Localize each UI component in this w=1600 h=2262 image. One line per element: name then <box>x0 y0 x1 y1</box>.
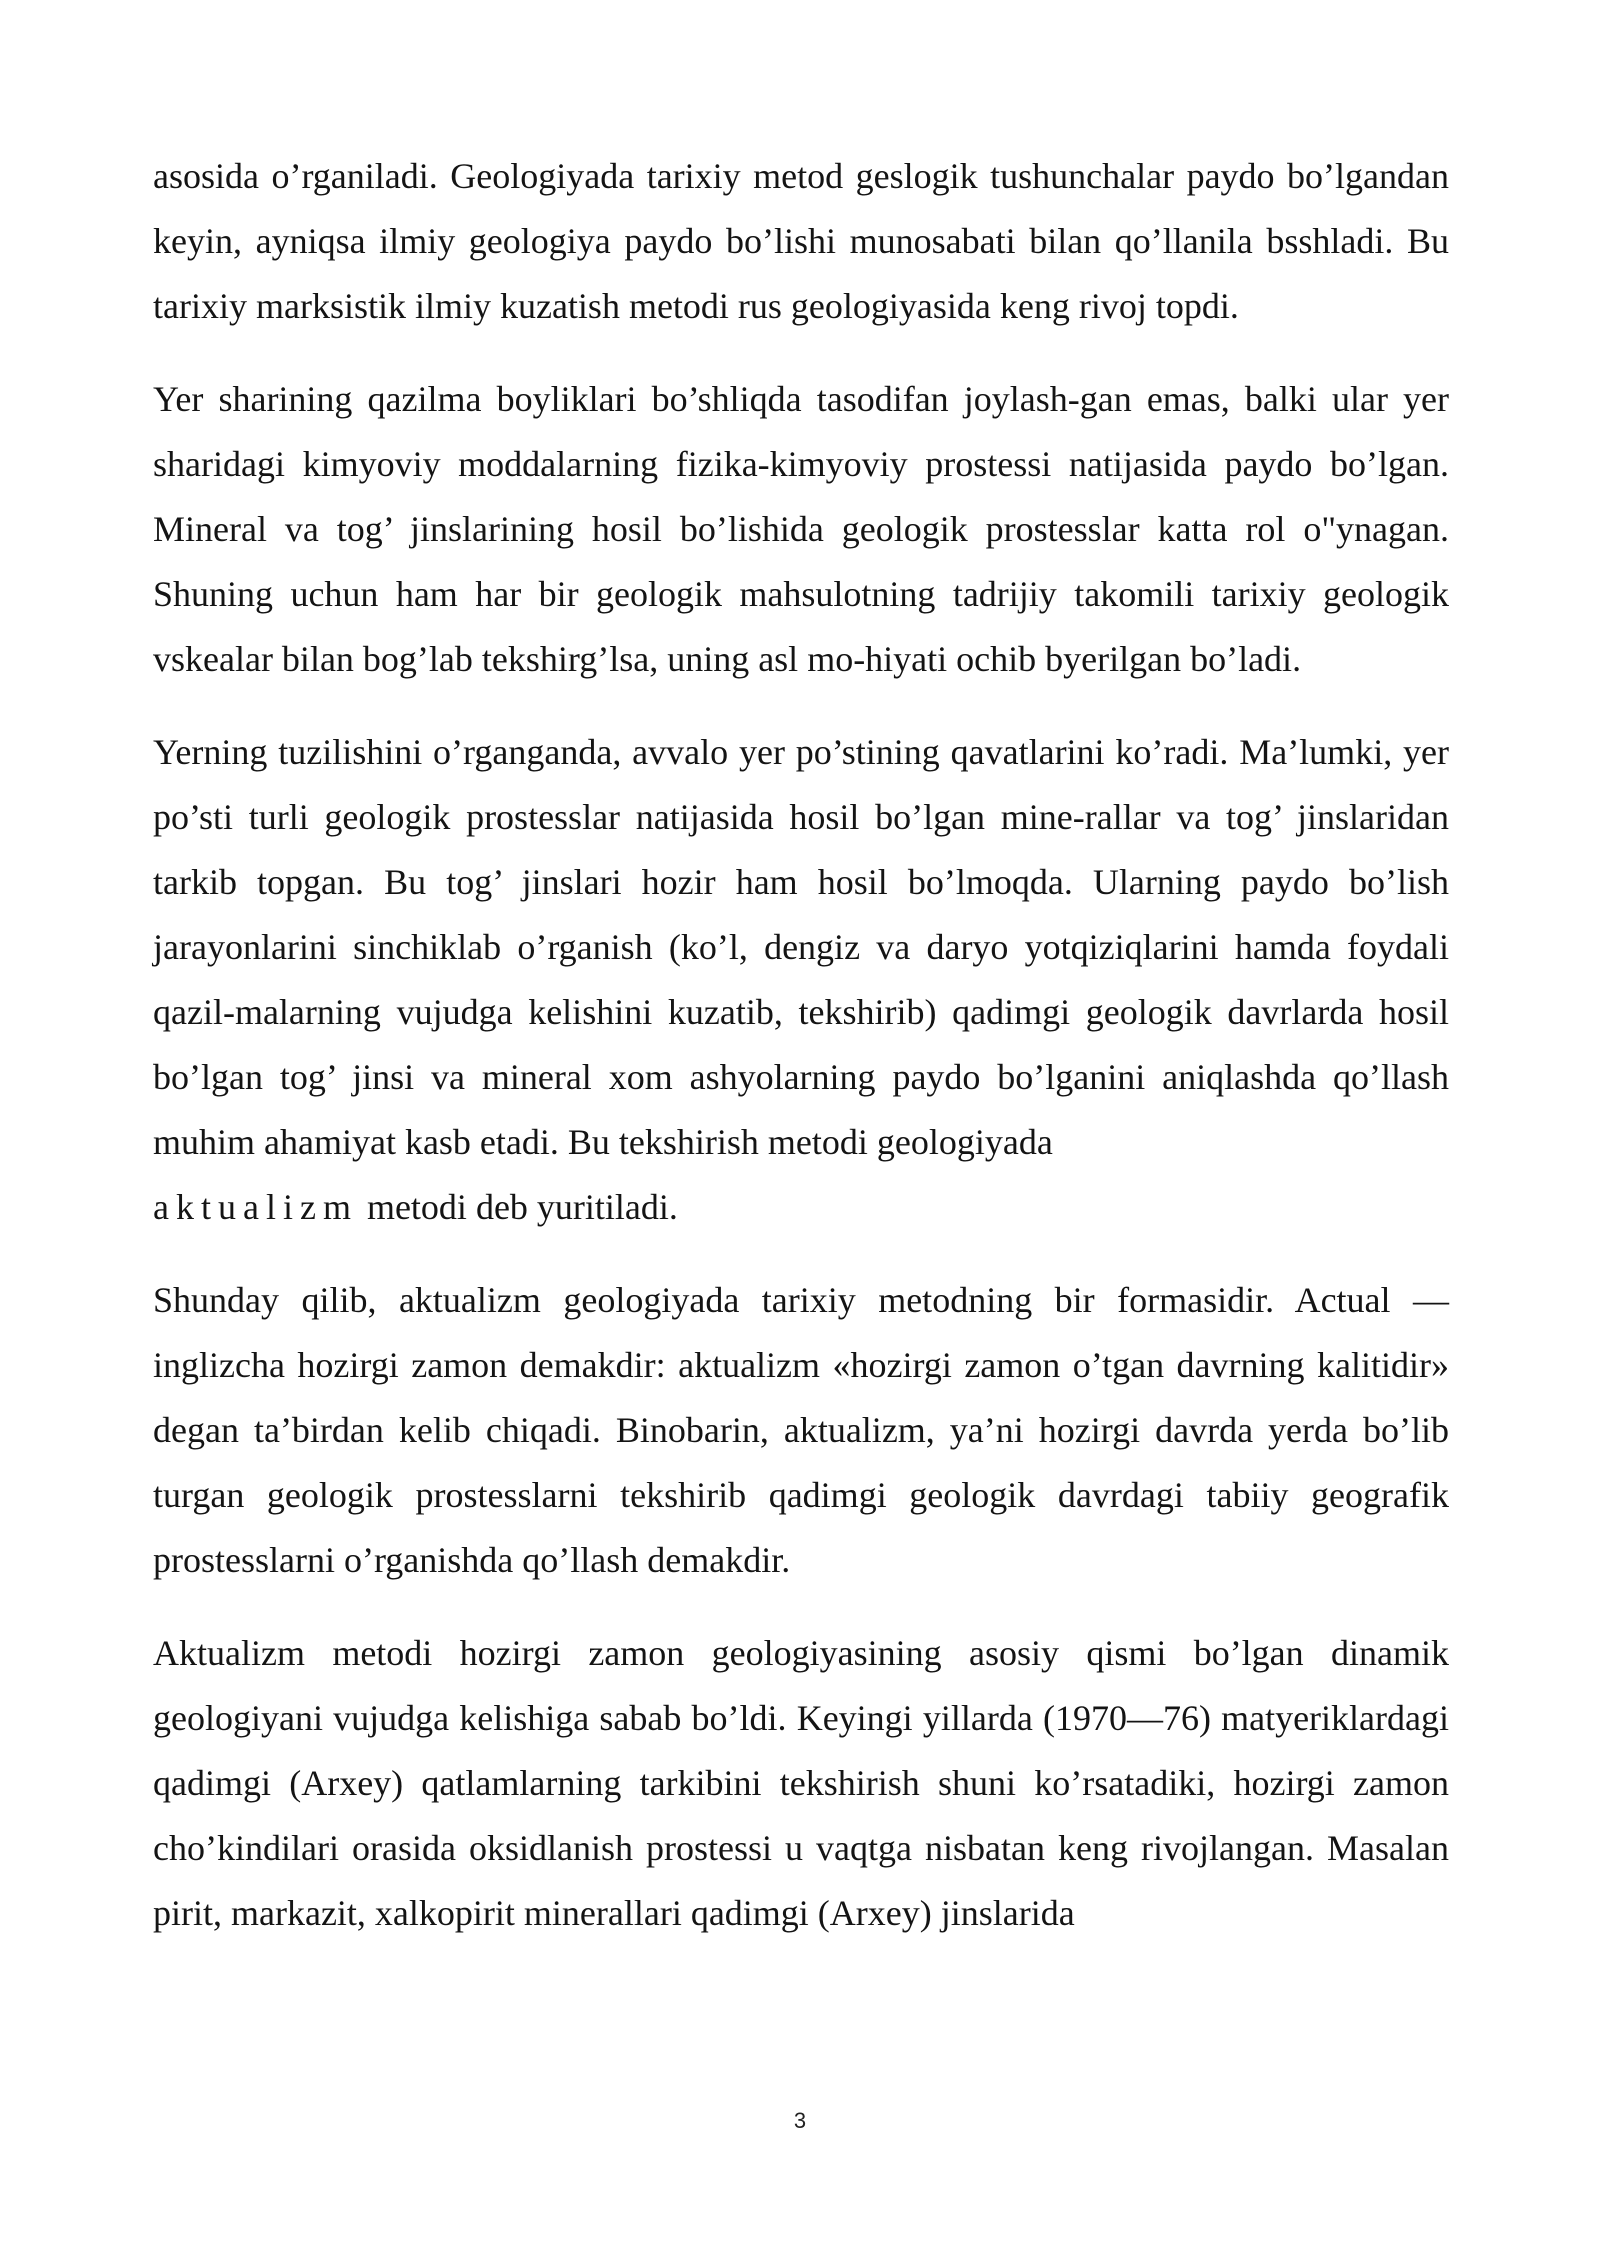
paragraph-4: Shunday qilib, aktualizm geologiyada tarixiy metodning bir formasidir. Actual — inglizcha hozirgi zamon demakdir: aktualizm «hozirgi zamon o’tgan davrning kalitidir» degan ta’birdan kelib chiqadi. Binobarin, aktualizm, ya’ni hozirgi davrda yerda bo’lib turgan geologik prostesslarni tekshirib qadimgi geologik davrdagi tabiiy geografik prostesslarni o’rganishda qo’llash demakdir. <box>153 1280 1449 1580</box>
paragraph-3-tail: metodi deb yuritiladi. <box>357 1187 678 1227</box>
page-number: 3 <box>793 2108 807 2133</box>
paragraph-5: Aktualizm metodi hozirgi zamon geologiyasining asosiy qismi bo’lgan dinamik geologiyani vujudga kelishiga sabab bo’ldi. Keyingi yillarda (1970—76) matyeriklardagi qadimgi (Arxey) qatlamlarning tarkibini tekshirish shuni ko’rsatadiki, hozirgi zamon cho’kindilari orasida oksidlanish prostessi u vaqtga nisbatan keng rivojlangan. Masalan pirit, markazit, xalkopirit minerallari qadimgi (Arxey) jinslarida <box>153 1633 1449 1933</box>
paragraph-3-text: Yerning tuzilishini o’rganganda, avvalo yer po’stining qavatlarini ko’radi. Ma’lumki, yer po’sti turli geologik prostesslar natijasida hosil bo’lgan mine-rallar va tog’ jinslaridan tarkib topgan. Bu tog’ jinslari hozir ham hosil bo’lmoqda. Ularning paydo bo’lish jarayonlarini sinchiklab o’rganish (ko’l, dengiz va daryo yotqiziqlarini hamda foydali qazil-malarning vujudga kelishini kuzatib, tekshirib) qadimgi geologik davrlarda hosil bo’lgan tog’ jinsi va mineral xom ashyolarning paydo bo’lganini aniqlashda qo’llash muhim ahamiyat kasb etadi. Bu tekshirish metodi geologiyada <box>153 732 1449 1162</box>
paragraph-3-emphasis: aktualizm <box>153 1187 358 1227</box>
paragraph-3 <box>153 720 1449 1240</box>
paragraph-1: asosida o’rganiladi. Geologiyada tarixiy metod geslogik tushunchalar paydo bo’lgandan keyin, ayniqsa ilmiy geologiya paydo bo’lishi munosabati bilan qo’llanila bsshladi. Bu tarixiy marksistik ilmiy kuzatish metodi rus geologiyasida keng rivoj topdi. <box>153 156 1449 326</box>
paragraph-2: Yer sharining qazilma boyliklari bo’shliqda tasodifan joylash-gan emas, balki ular yer sharidagi kimyoviy moddalarning fizika-kimyoviy prostessi natijasida paydo bo’lgan. Mineral va tog’ jinslarining hosil bo’lishida geologik prostesslar katta rol o"ynagan. Shuning uchun ham har bir geologik mahsulotning tadrijiy takomili tarixiy geologik vskealar bilan bog’lab tekshirg’lsa, uning asl mo-hiyati ochib byerilgan bo’ladi. <box>153 379 1449 679</box>
page-body <box>153 144 1449 1974</box>
